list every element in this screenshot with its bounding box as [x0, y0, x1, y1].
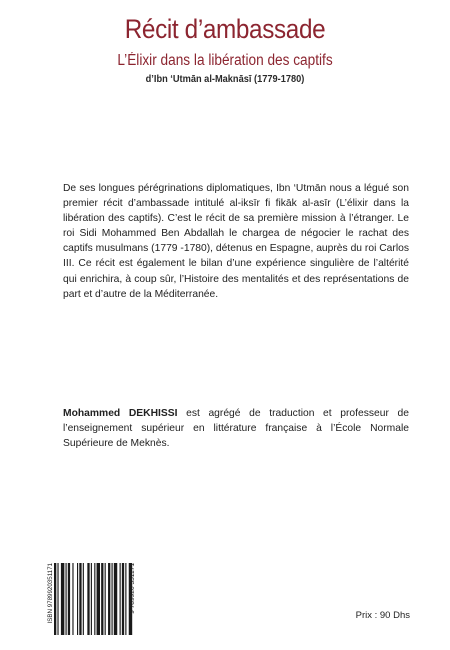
barcode-bar [125, 563, 126, 635]
author-line: d’Ibn ‘Utmān al-Maknāsī (1779-1780) [145, 73, 305, 85]
barcode-bar [61, 563, 64, 635]
barcode-bar [114, 563, 117, 635]
author-bio-name: Mohammed DEKHISSI [63, 408, 178, 419]
barcode-bar [57, 563, 58, 635]
book-subtitle: L’Élixir dans la libération des captifs [117, 52, 333, 69]
price-label: Prix : 90 Dhs [355, 610, 410, 621]
book-title: Récit d’ambassade [124, 14, 326, 44]
barcode-bar [79, 563, 81, 635]
barcode-bar [54, 563, 56, 635]
barcode-bar [83, 563, 84, 635]
barcode-bar [68, 563, 70, 635]
isbn-label: ISBN 9789920351171 [47, 563, 54, 624]
barcode-bar [120, 563, 121, 635]
barcode-bar [101, 563, 103, 635]
barcode-graphic [44, 559, 136, 639]
author-bio-block [63, 406, 409, 451]
barcode-bar [94, 563, 95, 635]
summary-block [63, 181, 409, 302]
barcode-bar [112, 563, 113, 635]
barcode-bar [66, 563, 67, 635]
barcode-bar [72, 563, 73, 635]
author-bio-paragraph [63, 406, 409, 451]
isbn-barcode [44, 559, 136, 639]
barcode-bar [122, 563, 124, 635]
barcode-bar [77, 563, 78, 635]
barcode-bar [91, 563, 92, 635]
barcode-bar [108, 563, 110, 635]
barcode-bar [87, 563, 89, 635]
summary-paragraph: De ses longues pérégrinations diplomatiques, Ibn ‘Utmān nous a légué son premier récit d’ambassade intitulé al-iksīr fi fikāk al-asīr (L’élixir dans la libération des captifs). C’est le récit de sa première mission à l’étranger. Le roi Sidi Mohammed Ben Abdallah le chargea de négocier le rachat des captifs musulmans (1779 -1780), détenus en Espagne, auprès du roi Carlos III. Ce récit est également le bilan d’une expérience singulière de l’altérité qui enrichira, à coup sûr, l’Histoire des mentalités et des représentations de part et d’autre de la Méditerranée. [63, 183, 409, 300]
author-bio-text: est agrégé de traduction et professeur de l’enseignement supérieur en littérature française à l’École Normale Supérieure de Meknès. [63, 408, 409, 450]
barcode-bar [105, 563, 106, 635]
barcode-bar [97, 563, 100, 635]
barcode-digits: 9 789920 351171 [129, 563, 136, 614]
